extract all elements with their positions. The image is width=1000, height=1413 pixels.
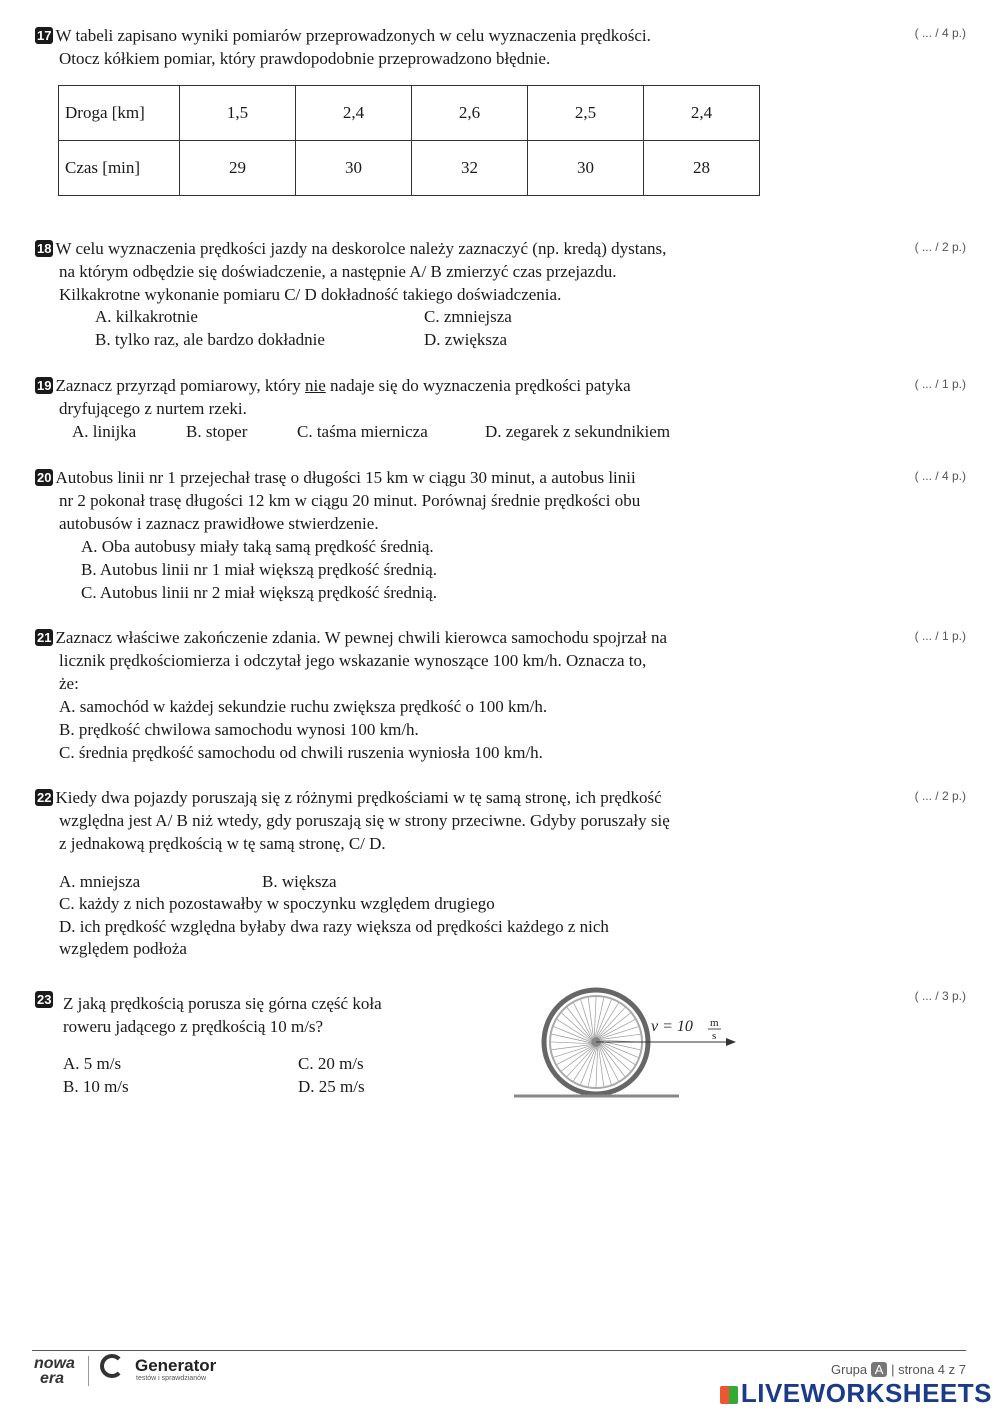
option-b[interactable]: B. prędkość chwilowa samochodu wynosi 100 km/h. [59, 720, 419, 739]
unit-numerator: m [710, 1017, 719, 1029]
table-cell[interactable]: 30 [528, 141, 644, 196]
question-text: że: [59, 674, 79, 693]
logo-separator [88, 1356, 89, 1386]
option-d[interactable]: D. ich prędkość względna byłaby dwa razy większa od prędkości każdego z nich [59, 917, 609, 936]
question-text: względna jest A/ B niż wtedy, gdy poruszają się w strony przeciwne. Gdyby poruszały się [59, 811, 670, 830]
table-row [59, 141, 760, 196]
question-number: 21 [37, 630, 52, 645]
question-20 [35, 466, 755, 604]
option-c[interactable]: C. Autobus linii nr 2 miał większą prędkość średnią. [81, 583, 437, 602]
question-text: Z jaką prędkością porusza się górna część koła [63, 994, 382, 1013]
table-cell[interactable]: 32 [412, 141, 528, 196]
question-text: Kiedy dwa pojazdy poruszają się z różnymi prędkościami w tę samą stronę, ich prędkość [55, 788, 662, 807]
question-text: autobusów i zaznacz prawidłowe stwierdzenie. [59, 514, 379, 533]
table-cell[interactable]: 2,4 [644, 86, 760, 141]
option-c[interactable]: C. średnia prędkość samochodu od chwili ruszenia wyniosła 100 km/h. [59, 743, 543, 762]
option-c[interactable]: C. zmniejsza [424, 307, 512, 326]
unit-denominator: s [712, 1030, 717, 1042]
table-cell[interactable]: 1,5 [180, 86, 296, 141]
wheel-spoke [596, 1047, 598, 1087]
options [35, 305, 755, 351]
velocity-label: v = 10 [651, 1018, 693, 1035]
question-17 [35, 24, 755, 70]
question-text: Autobus linii nr 1 przejechał trasę o długości 15 km w ciągu 30 minut, a autobus linii [55, 468, 636, 487]
option-a[interactable]: A. linijka [72, 422, 137, 441]
option-d[interactable]: D. zegarek z sekundnikiem [485, 422, 671, 441]
table-cell[interactable]: 28 [644, 141, 760, 196]
question-text: Zaznacz przyrząd pomiarowy, który [55, 376, 305, 395]
question-text: na którym odbędzie się doświadczenie, a następnie A/ B zmierzyć czas przejazdu. [59, 262, 617, 281]
question-number: 20 [37, 470, 52, 485]
liveworksheets-icon [720, 1386, 738, 1404]
table-cell[interactable]: 2,6 [412, 86, 528, 141]
option-b[interactable]: B. 10 m/s [63, 1077, 129, 1096]
option-d-continued: względem podłoża [59, 939, 187, 958]
wheel-spoke [594, 997, 596, 1037]
footer-divider [32, 1350, 966, 1351]
option-b[interactable]: B. większa [262, 872, 337, 891]
liveworksheets-logo [720, 1378, 992, 1409]
points-label: ( ... / 4 p.) [914, 26, 966, 40]
table-cell[interactable]: 2,5 [528, 86, 644, 141]
points-label: ( ... / 4 p.) [914, 469, 966, 483]
points-label: ( ... / 1 p.) [914, 377, 966, 391]
option-b[interactable]: B. tylko raz, ale bardzo dokładnie [95, 330, 325, 349]
option-c[interactable]: C. taśma miernicza [297, 422, 428, 441]
question-19 [35, 374, 755, 420]
group-badge: A [871, 1362, 888, 1377]
option-a[interactable]: A. mniejsza [59, 872, 141, 891]
option-d[interactable]: D. 25 m/s [298, 1077, 365, 1096]
measurement-table [58, 85, 760, 196]
points-label: ( ... / 2 p.) [914, 240, 966, 254]
wheel-spoke [551, 1042, 591, 1044]
option-b[interactable]: B. stoper [186, 422, 248, 441]
question-text: W tabeli zapisano wyniki pomiarów przeprowadzonych w celu wyznaczenia prędkości. [55, 26, 651, 45]
points-label: ( ... / 2 p.) [914, 789, 966, 803]
arrow-head-icon [726, 1038, 736, 1046]
table-cell[interactable]: 29 [180, 141, 296, 196]
option-a[interactable]: A. Oba autobusy miały taką samą prędkość średnią. [81, 537, 434, 556]
question-number: 17 [37, 28, 52, 43]
bicycle-wheel-figure [514, 985, 754, 1105]
question-22 [35, 786, 755, 855]
row-header: Droga [km] [59, 86, 180, 141]
option-a[interactable]: A. 5 m/s [63, 1054, 122, 1073]
option-b[interactable]: B. Autobus linii nr 1 miał większą prędkość średnią. [81, 560, 437, 579]
question-text: dryfującego z nurtem rzeki. [59, 399, 247, 418]
option-d[interactable]: D. zwiększa [424, 330, 508, 349]
emphasis-text: nie [305, 376, 326, 395]
generator-title: Generator [135, 1356, 217, 1375]
options [35, 420, 755, 443]
logo-text: era [40, 1370, 65, 1387]
question-text: roweru jadącego z prędkością 10 m/s? [63, 1017, 324, 1036]
table-cell[interactable]: 2,4 [296, 86, 412, 141]
question-number: 18 [37, 241, 52, 256]
option-a[interactable]: A. samochód w każdej sekundzie ruchu zwiększa prędkość o 100 km/h. [59, 697, 548, 716]
points-label: ( ... / 1 p.) [914, 629, 966, 643]
option-c[interactable]: C. każdy z nich pozostawałby w spoczynku względem drugiego [59, 894, 495, 913]
question-18 [35, 237, 755, 306]
question-text: nadaje się do wyznaczenia prędkości patyka [325, 376, 631, 395]
question-text: licznik prędkościomierza i odczytał jego wskazanie wynoszące 100 km/h. Oznacza to, [59, 651, 647, 670]
generator-logo-icon [100, 1354, 124, 1378]
question-text: W celu wyznaczenia prędkości jazdy na deskorolce należy zaznaczyć (np. kredą) dystans, [55, 239, 667, 258]
question-number: 23 [37, 992, 52, 1007]
question-number: 22 [37, 790, 52, 805]
generator-subtitle: testów i sprawdzianów [136, 1375, 207, 1382]
question-text: z jednakową prędkością w tę samą stronę, C/ D. [59, 834, 386, 853]
wheel-spoke [552, 1034, 591, 1043]
question-text: nr 2 pokonał trasę długości 12 km w ciągu 20 minut. Porównaj średnie prędkości obu [59, 491, 641, 510]
option-a[interactable]: A. kilkakrotnie [95, 307, 198, 326]
group-label: Grupa [831, 1362, 868, 1377]
logo-text: nowa [34, 1355, 75, 1372]
question-text: Zaznacz właściwe zakończenie zdania. W pewnej chwili kierowca samochodu spojrzał na [55, 628, 668, 647]
question-23 [35, 988, 505, 1038]
table-cell[interactable]: 30 [296, 141, 412, 196]
option-c[interactable]: C. 20 m/s [298, 1054, 364, 1073]
wheel-spoke [595, 998, 604, 1037]
question-number: 19 [37, 378, 52, 393]
wheel-spoke [588, 1047, 597, 1086]
question-text: Kilkakrotne wykonanie pomiaru C/ D dokładność takiego doświadczenia. [59, 285, 562, 304]
question-21 [35, 626, 755, 764]
question-text: Otocz kółkiem pomiar, który prawdopodobnie przeprowadzono błędnie. [59, 49, 551, 68]
liveworksheets-text: LIVEWORKSHEETS [740, 1378, 992, 1408]
nowa-era-logo [34, 1356, 75, 1386]
points-label: ( ... / 3 p.) [914, 989, 966, 1003]
table-row [59, 86, 760, 141]
row-header: Czas [min] [59, 141, 180, 196]
page-number: | strona 4 z 7 [891, 1362, 966, 1377]
page-info [831, 1362, 966, 1377]
options [35, 870, 755, 962]
